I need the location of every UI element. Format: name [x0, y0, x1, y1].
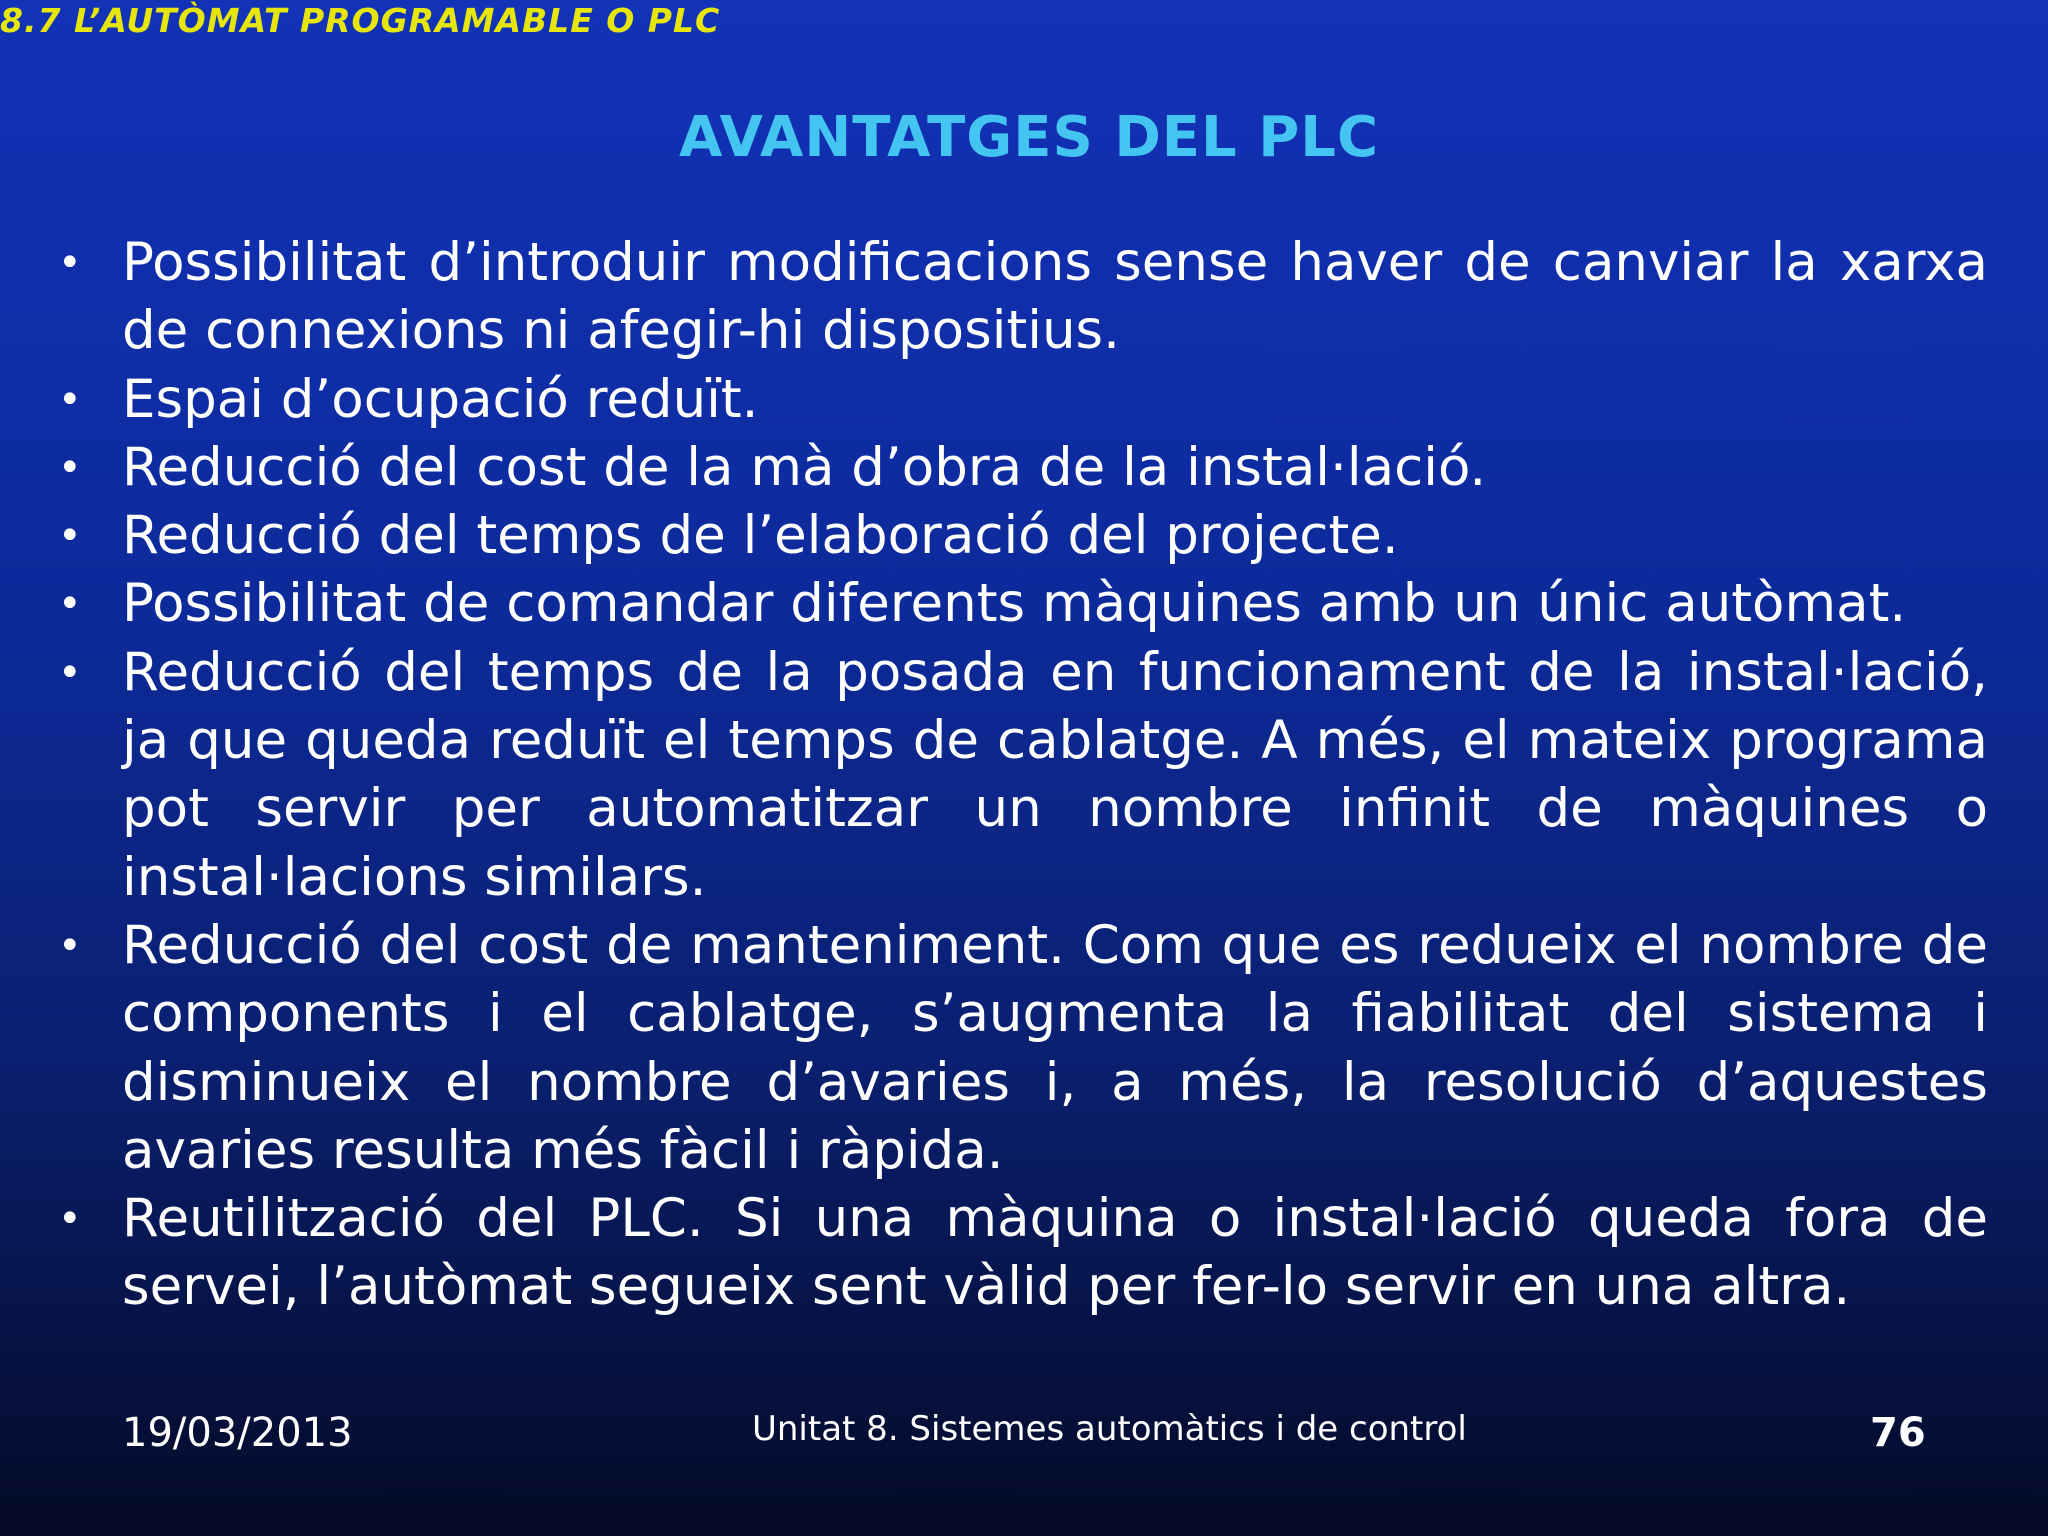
bullet-text: Possibilitat d’introduir modificacions sense haver de canviar la xarxa de connexions ni afegir-hi dispositius. — [122, 232, 1988, 362]
bullet-marker: • — [58, 581, 82, 628]
bullet-item — [58, 434, 1988, 502]
bullet-text: Reutilització del PLC. Si una màquina o instal·lació queda fora de servei, l’autòmat segueix sent vàlid per fer-lo servir en una altra. — [122, 1188, 1988, 1318]
bullet-marker: • — [58, 240, 82, 286]
bullet-marker: • — [58, 649, 82, 696]
bullet-text: Reducció del temps de la posada en funcionament de la instal·lació, ja que queda reduït el temps de cablatge. A més, el mateix programa pot servir per automatitzar un nombre infinit de màquines o instal·lacions similars. — [122, 641, 1988, 908]
bullet-marker: • — [58, 376, 82, 423]
footer-date: 19/03/2013 — [122, 1410, 353, 1456]
bullet-item — [58, 639, 1988, 912]
bullet-item — [58, 502, 1988, 570]
bullet-text: Possibilitat de comandar diferents màquines amb un únic autòmat. — [122, 573, 1907, 635]
bullet-item — [58, 912, 1988, 1185]
bullet-list — [58, 229, 1988, 1322]
bullet-marker: • — [58, 444, 82, 491]
slide-number: 76 — [1870, 1410, 1926, 1456]
section-header: 8.7 L’AUTÒMAT PROGRAMABLE O PLC — [0, 1, 721, 40]
bullet-text: Espai d’ocupació reduït. — [122, 368, 759, 430]
bullet-item — [58, 366, 1988, 434]
bullet-item — [58, 1185, 1988, 1322]
bullet-item — [58, 570, 1988, 638]
bullet-text: Reducció del cost de la mà d’obra de la instal·lació. — [122, 436, 1487, 498]
footer-unit-title: Unitat 8. Sistemes automàtics i de control — [752, 1409, 1467, 1449]
bullet-text: Reducció del cost de manteniment. Com que es redueix el nombre de components i el cablatge, s’augmenta la fiabilitat del sistema i disminueix el nombre d’avaries i, a més, la resolució d’aquestes avaries resulta més fàcil i ràpida. — [122, 914, 1988, 1181]
bullet-marker: • — [58, 1196, 82, 1243]
slide-title: AVANTATGES DEL PLC — [678, 105, 1380, 170]
bullet-marker: • — [58, 922, 82, 969]
bullet-item — [58, 229, 1988, 366]
bullet-marker: • — [58, 513, 82, 560]
bullet-text: Reducció del temps de l’elaboració del projecte. — [122, 505, 1399, 567]
